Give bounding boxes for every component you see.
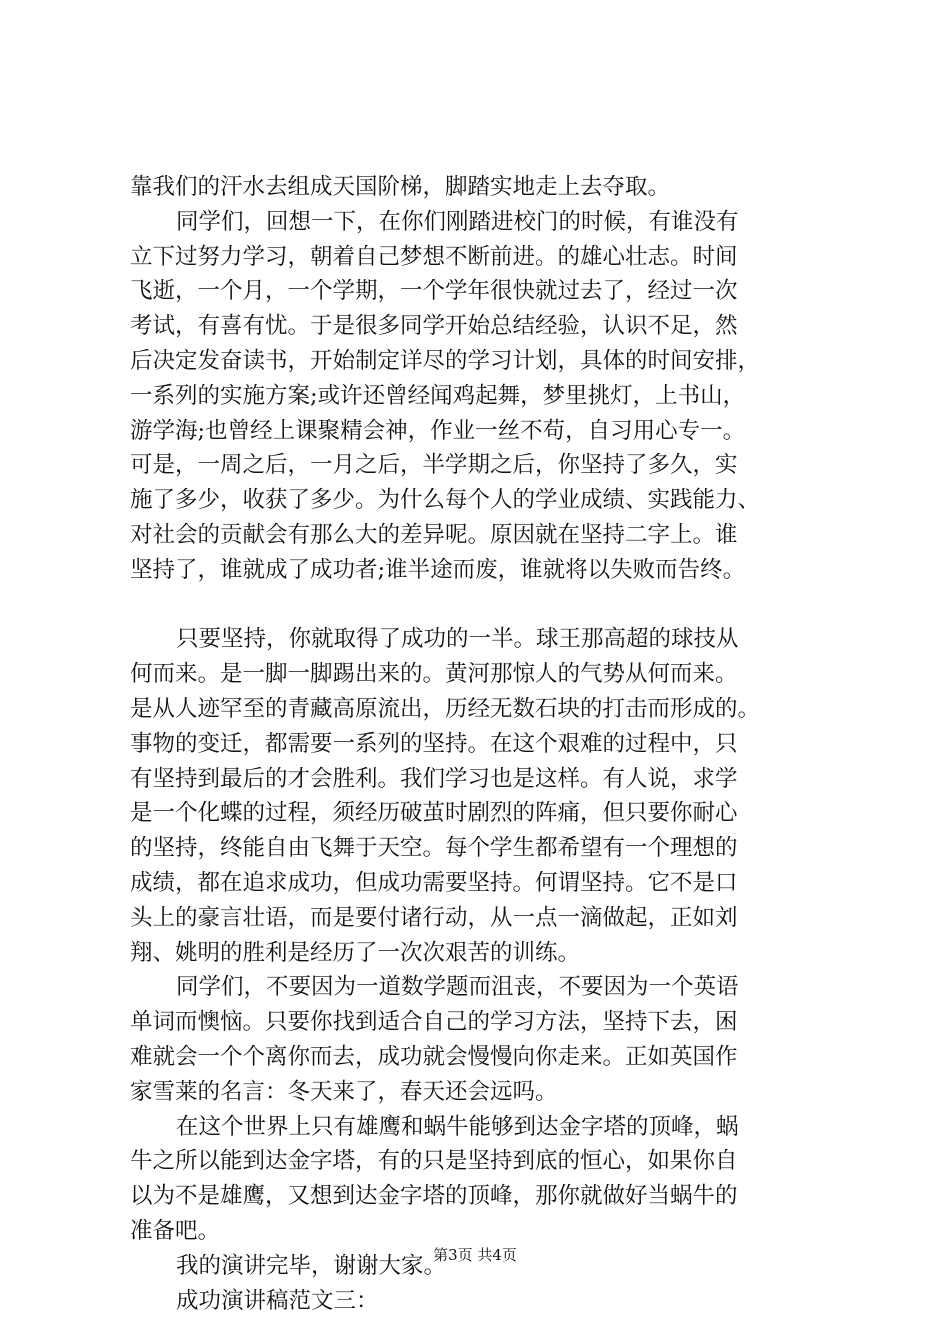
text-line: 准备吧。 [130, 1217, 221, 1244]
text-line: 立下过努力学习，朝着自己梦想不断前进。的雄心壮志。时间 [130, 243, 738, 270]
text-line: 家雪莱的名言：冬天来了，春天还会远吗。 [130, 1078, 558, 1105]
text-line: 是从人迹罕至的青藏高原流出，历经无数石块的打击而形成的。 [130, 695, 761, 722]
text-line: 难就会一个个离你而去，成功就会慢慢向你走来。正如英国作 [130, 1043, 738, 1070]
text-line: 翔、姚明的胜利是经历了一次次艰苦的训练。 [130, 939, 581, 966]
text-line: 成功演讲稿范文三： [176, 1287, 379, 1314]
text-line: 飞逝，一个月，一个学期，一个学年很快就过去了，经过一次 [130, 278, 738, 305]
text-line: 同学们，不要因为一道数学题而沮丧，不要因为一个英语 [176, 974, 739, 1001]
text-line: 的坚持，终能自由飞舞于天空。每个学生都希望有一个理想的 [130, 835, 738, 862]
text-line: 可是，一周之后，一月之后，半学期之后，你坚持了多久，实 [130, 452, 738, 479]
text-line: 靠我们的汗水去组成天国阶梯，脚踏实地走上去夺取。 [130, 174, 671, 200]
text-line: 在这个世界上只有雄鹰和蜗牛能够到达金字塔的顶峰，蜗 [176, 1113, 739, 1140]
text-line: 游学海;也曾经上课聚精会神，作业一丝不苟，自习用心专一。 [130, 417, 746, 444]
text-line: 只要坚持，你就取得了成功的一半。球王那高超的球技从 [176, 626, 739, 653]
page-footer: 第3页 共4页 [433, 1246, 517, 1264]
text-line: 以为不是雄鹰，又想到达金字塔的顶峰，那你就做好当蜗牛的 [130, 1183, 738, 1210]
text-line: 考试，有喜有忧。于是很多同学开始总结经验，认识不足，然 [130, 313, 738, 340]
text-line: 单词而懊恼。只要你找到适合自己的学习方法，坚持下去，困 [130, 1009, 738, 1036]
text-line: 同学们，回想一下，在你们刚踏进校门的时候，有谁没有 [176, 208, 739, 235]
text-line: 事物的变迁，都需要一系列的坚持。在这个艰难的过程中，只 [130, 730, 738, 757]
document-body [130, 170, 850, 1318]
text-line: 后决定发奋读书，开始制定详尽的学习计划，具体的时间安排， [130, 347, 761, 374]
paragraph-gap [130, 588, 850, 623]
text-line: 成绩，都在追求成功，但成功需要坚持。何谓坚持。它不是口 [130, 869, 738, 896]
text-line: 对社会的贡献会有那么大的差异呢。原因就在坚持二字上。谁 [130, 521, 738, 548]
text-line: 牛之所以能到达金字塔，有的只是坚持到底的恒心，如果你自 [130, 1148, 738, 1175]
text-line: 是一个化蝶的过程，须经历破茧时剧烈的阵痛，但只要你耐心 [130, 800, 738, 827]
text-line: 施了多少，收获了多少。为什么每个人的学业成绩、实践能力、 [130, 487, 761, 514]
text-line: 坚持了，谁就成了成功者;谁半途而废，谁就将以失败而告终。 [130, 556, 746, 583]
text-line: 我的演讲完毕，谢谢大家。 [176, 1252, 447, 1279]
text-line: 有坚持到最后的才会胜利。我们学习也是这样。有人说，求学 [130, 765, 738, 792]
text-line: 头上的豪言壮语，而是要付诸行动，从一点一滴做起，正如刘 [130, 904, 738, 931]
text-line: 一系列的实施方案;或许还曾经闻鸡起舞，梦里挑灯，上书山， [130, 382, 746, 409]
text-line: 何而来。是一脚一脚踢出来的。黄河那惊人的气势从何而来。 [130, 661, 738, 688]
